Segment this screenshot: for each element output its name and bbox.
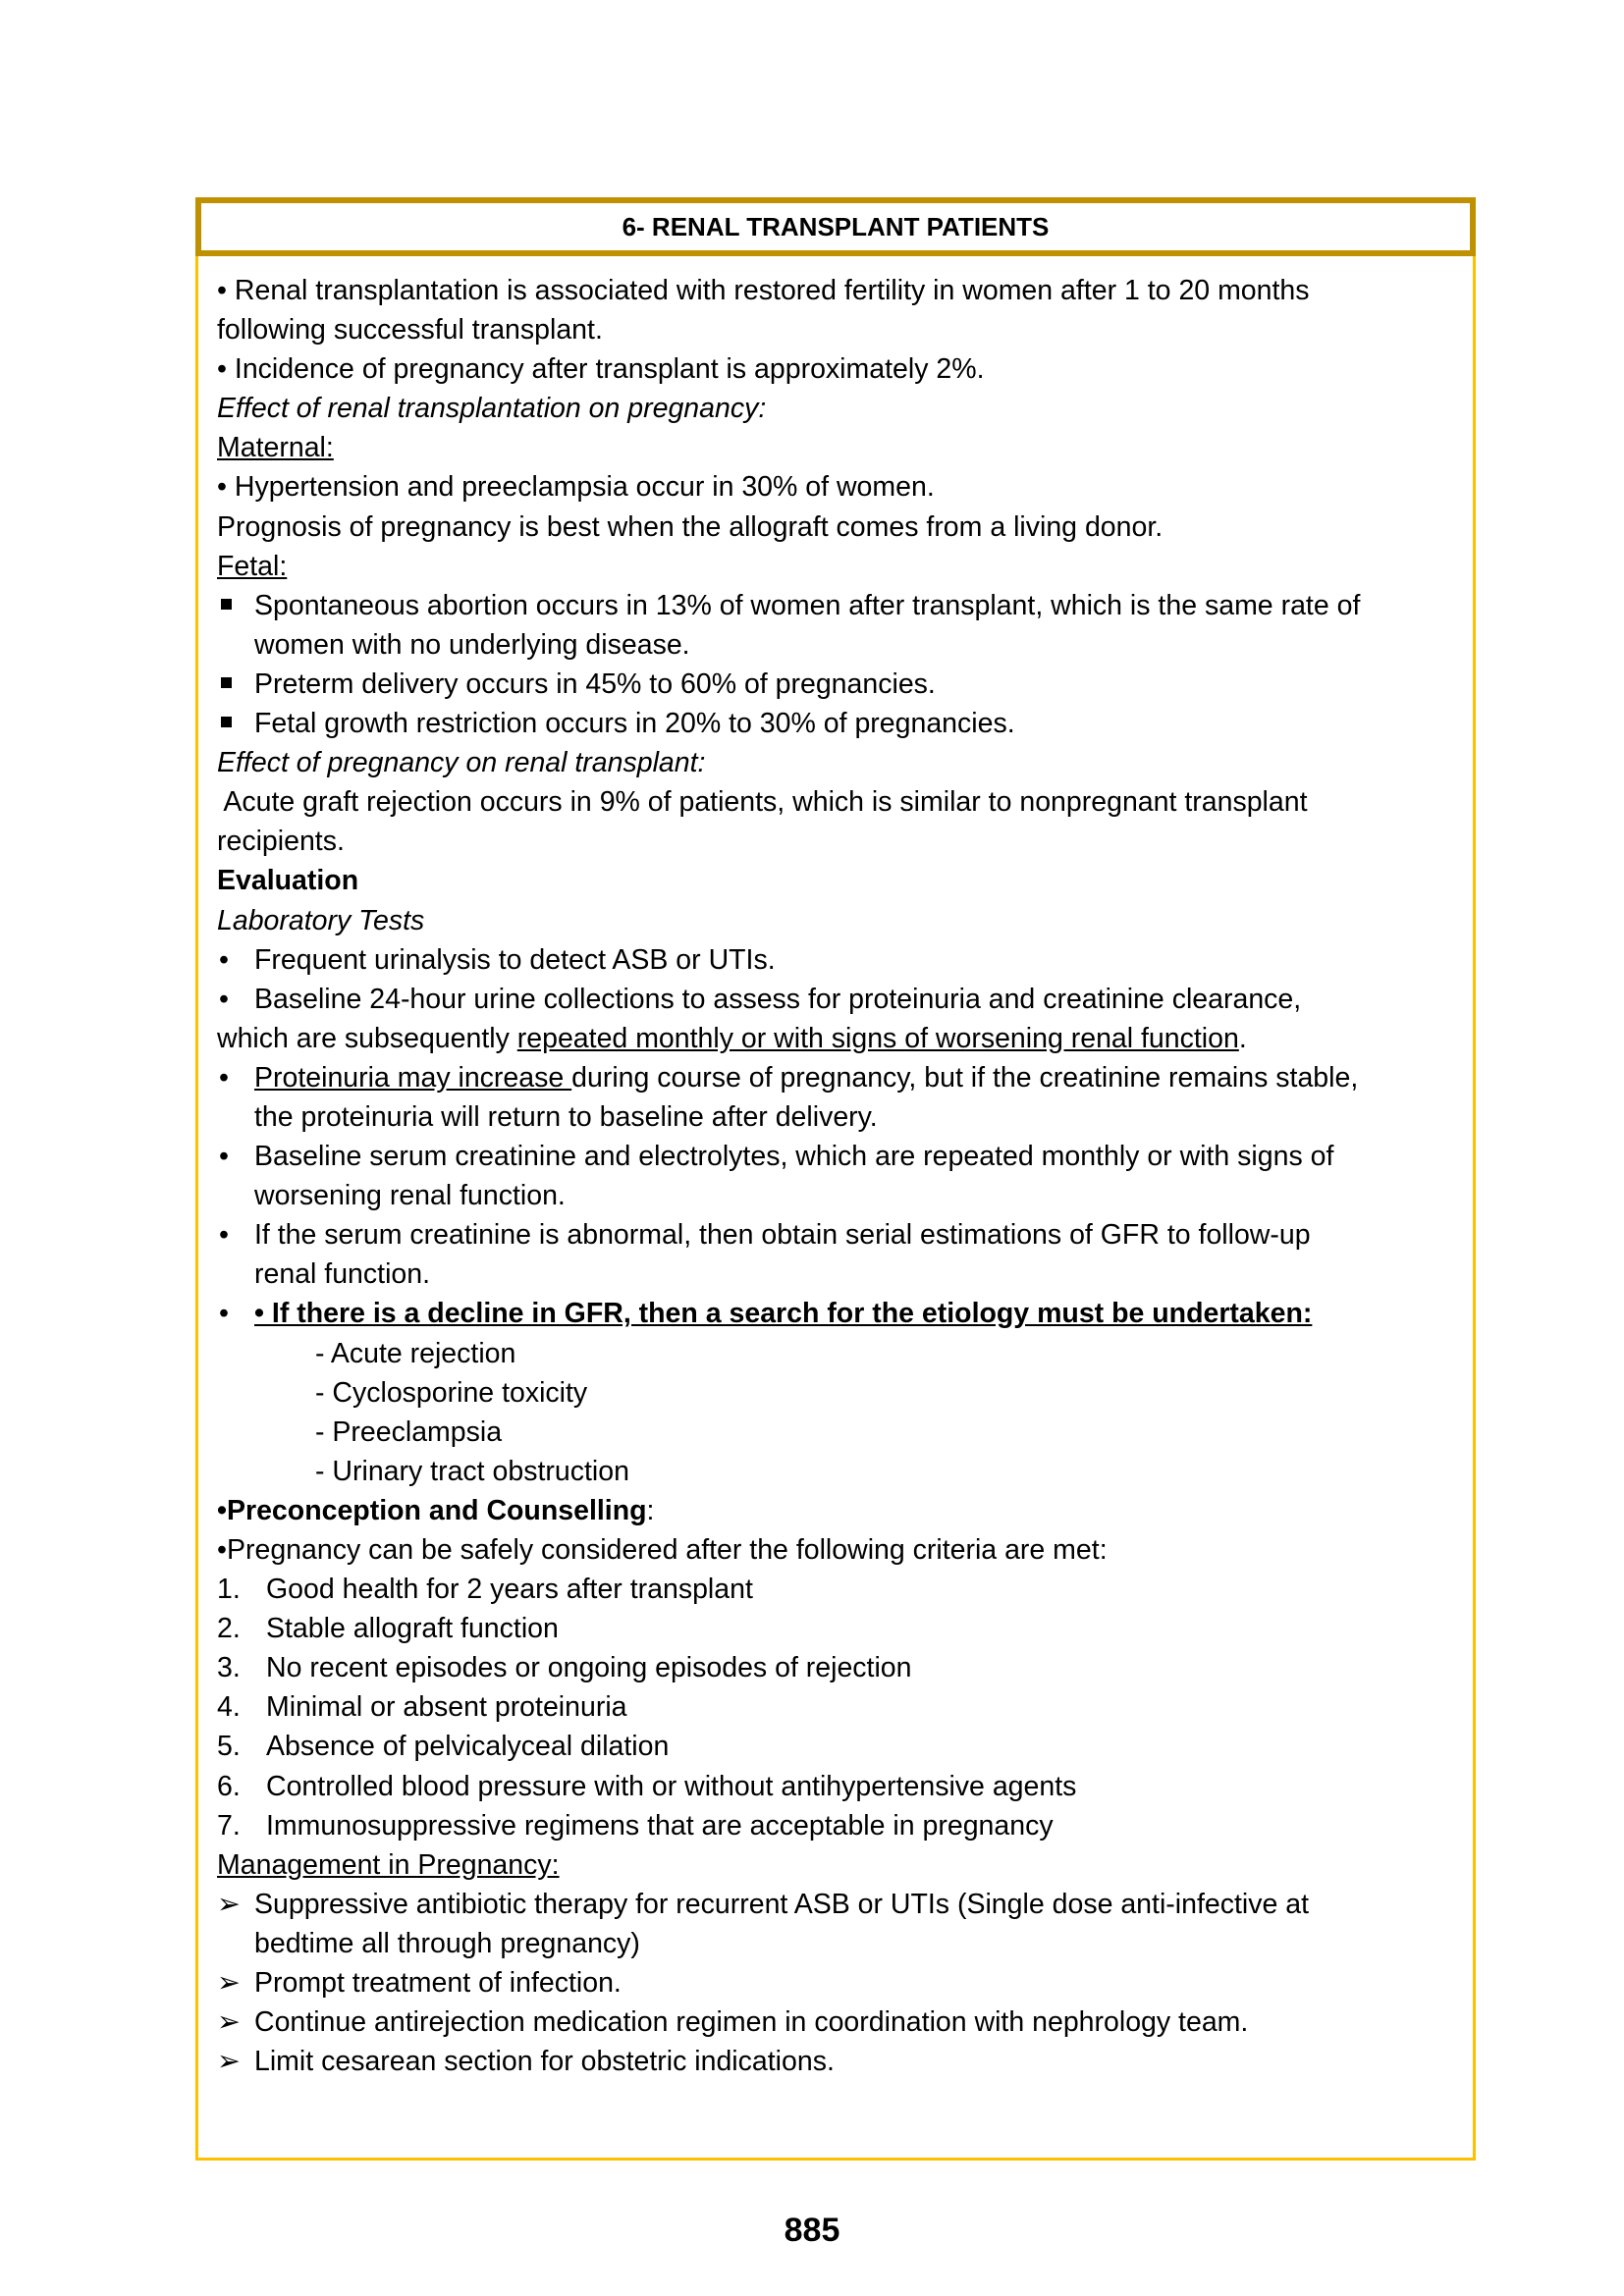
fetal-heading: Fetal:	[217, 550, 288, 582]
criteria-item: 1. Good health for 2 years after transplant	[217, 1574, 753, 1606]
section-content	[217, 271, 1464, 2081]
intro-bullet-1: • Renal transplantation is associated with restored fertility in women after 1 to 20 months	[217, 275, 1310, 306]
graft-rejection-text-cont: recipients.	[217, 826, 345, 858]
preconception-intro: •Pregnancy can be safely considered after the following criteria are met:	[217, 1534, 1108, 1566]
etiology-item: - Preeclampsia	[315, 1415, 503, 1448]
arrow-bullet-icon: ➢	[217, 2006, 241, 2039]
evaluation-heading: Evaluation	[217, 865, 359, 897]
bullet-icon: •	[219, 1219, 229, 1252]
arrow-bullet-icon: ➢	[217, 1967, 241, 2000]
gfr-decline-text: • If there is a decline in GFR, then a search for the etiology must be undertaken:	[254, 1298, 1313, 1330]
criteria-item: 2. Stable allograft function	[217, 1613, 559, 1645]
effect-on-transplant-heading: Effect of pregnancy on renal transplant:	[217, 747, 706, 779]
management-item: ➢ Prompt treatment of infection.	[217, 1963, 1464, 2002]
management-item: ➢ Continue antirejection medication regimen in coordination with nephrology team.	[217, 2002, 1464, 2042]
prognosis-text: Prognosis of pregnancy is best when the allograft comes from a living donor.	[217, 510, 1164, 543]
square-bullet-icon	[221, 677, 232, 688]
effect-on-pregnancy-heading: Effect of renal transplantation on pregnancy:	[217, 393, 767, 425]
arrow-bullet-icon: ➢	[217, 1888, 241, 1920]
criteria-item: 3. No recent episodes or ongoing episodes of rejection	[217, 1652, 912, 1684]
section-title: 6- RENAL TRANSPLANT PATIENTS	[622, 211, 1050, 241]
etiology-item: - Acute rejection	[315, 1337, 516, 1369]
preconception-heading: •Preconception and Counselling:	[217, 1494, 655, 1526]
bullet-icon: •	[219, 1141, 229, 1173]
maternal-heading: Maternal:	[217, 432, 334, 464]
lab-list-item: • Proteinuria may increase during course of pregnancy, but if the creatinine remains stable, the proteinuria will return to baseline after delivery.	[217, 1058, 1464, 1137]
criteria-item: 6. Controlled blood pressure with or without antihypertensive agents	[217, 1770, 1077, 1802]
criteria-item: 7. Immunosuppressive regimens that are acceptable in pregnancy	[217, 1809, 1054, 1842]
square-bullet-icon	[221, 599, 232, 610]
fetal-list-item: Preterm delivery occurs in 45% to 60% of pregnancies.	[217, 665, 1464, 704]
intro-bullet-1-cont: following successful transplant.	[217, 314, 603, 347]
page-number: 885	[784, 2212, 840, 2249]
square-bullet-icon	[221, 717, 232, 727]
lab-list-item	[217, 1294, 1464, 1333]
bullet-icon: •	[219, 1061, 229, 1094]
lab-item-2-cont: which are subsequently repeated monthly or with signs of worsening renal function.	[217, 1022, 1247, 1054]
lab-list-item: • Baseline serum creatinine and electrolytes, which are repeated monthly or with signs of worsening renal function.	[217, 1137, 1464, 1215]
lab-tests-heading: Laboratory Tests	[217, 904, 425, 936]
section-header-box	[195, 197, 1476, 256]
intro-bullet-2: • Incidence of pregnancy after transplant is approximately 2%.	[217, 353, 985, 386]
etiology-item: - Cyclosporine toxicity	[315, 1376, 588, 1409]
etiology-item: - Urinary tract obstruction	[315, 1455, 629, 1487]
management-item: ➢ Limit cesarean section for obstetric indications.	[217, 2042, 1464, 2081]
criteria-item: 4. Minimal or absent proteinuria	[217, 1691, 627, 1724]
bullet-icon: •	[219, 1298, 229, 1330]
criteria-item: 5. Absence of pelvicalyceal dilation	[217, 1731, 670, 1763]
fetal-list-item: Spontaneous abortion occurs in 13% of women after transplant, which is the same rate of women with no underlying disease.	[217, 586, 1464, 665]
fetal-list-item: Fetal growth restriction occurs in 20% to 30% of pregnancies.	[217, 704, 1464, 743]
bullet-icon: •	[219, 943, 229, 976]
graft-rejection-text: Acute graft rejection occurs in 9% of patients, which is similar to nonpregnant transplant	[217, 786, 1308, 819]
lab-list-item: • Frequent urinalysis to detect ASB or UTIs.	[217, 940, 1464, 980]
arrow-bullet-icon: ➢	[217, 2046, 241, 2078]
bullet-icon: •	[219, 983, 229, 1015]
maternal-bullet: • Hypertension and preeclampsia occur in 30% of women.	[217, 471, 935, 504]
management-item: ➢ Suppressive antibiotic therapy for recurrent ASB or UTIs (Single dose anti-infective at bedtime all through pregnancy)	[217, 1885, 1464, 1963]
management-heading: Management in Pregnancy:	[217, 1848, 560, 1881]
lab-list-item: • If the serum creatinine is abnormal, then obtain serial estimations of GFR to follow-up renal function.	[217, 1215, 1464, 1294]
lab-list-item: • Baseline 24-hour urine collections to assess for proteinuria and creatinine clearance,	[217, 980, 1464, 1019]
